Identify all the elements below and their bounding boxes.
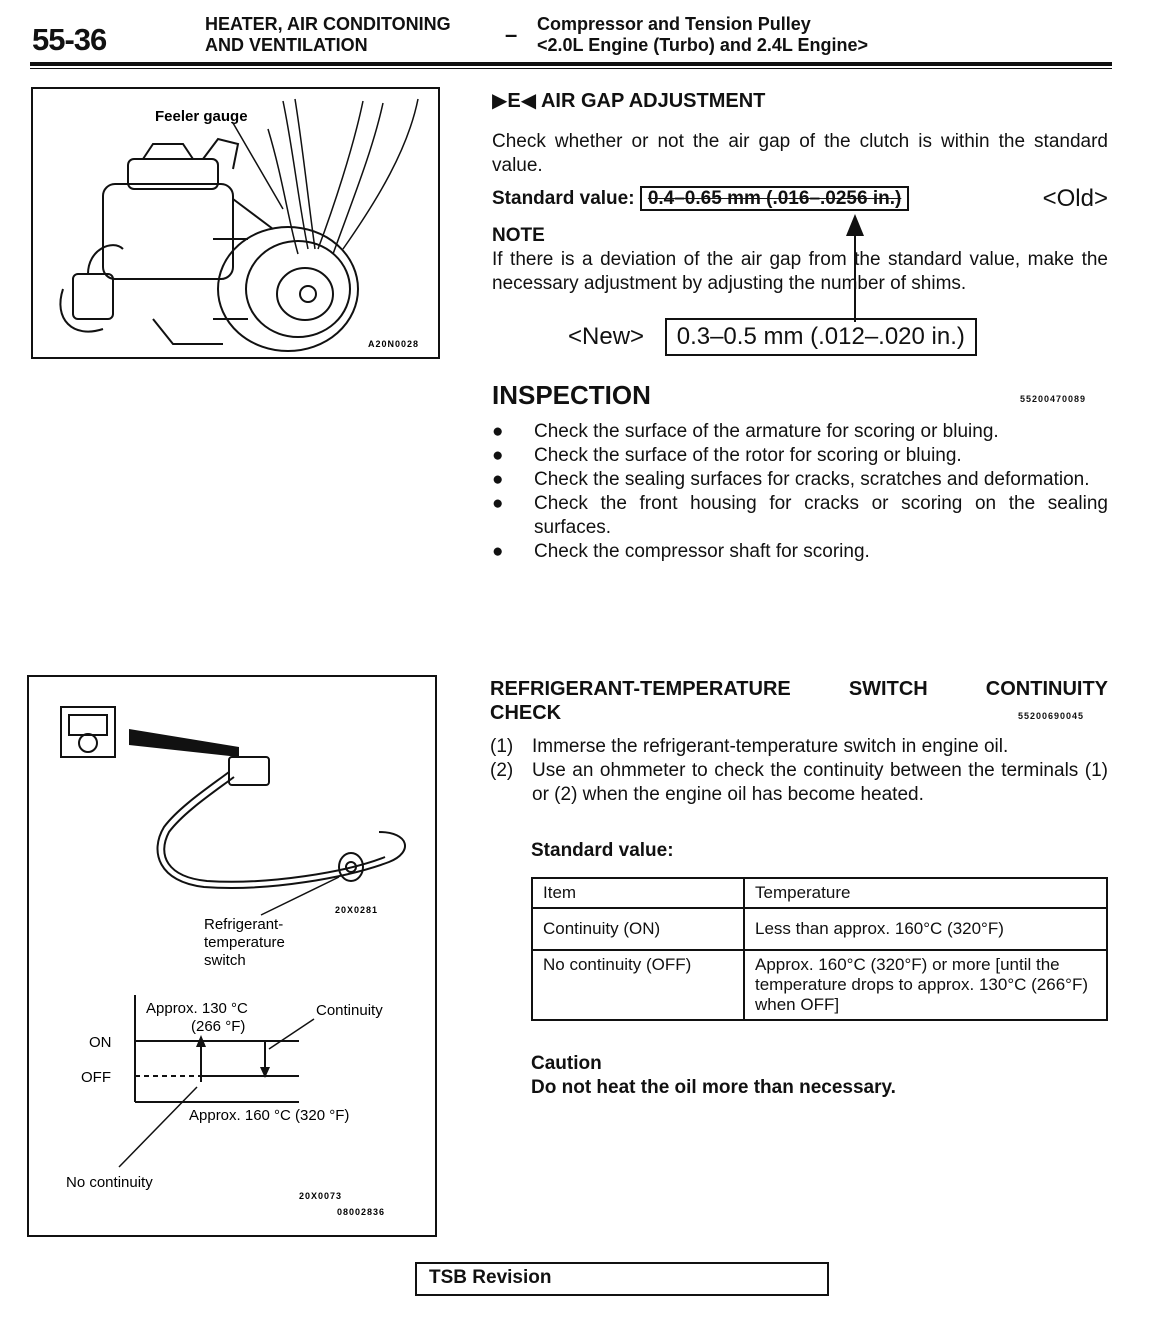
list-item [492, 540, 1108, 564]
table-row [532, 908, 1107, 950]
switch-standard-label: Standard value: [531, 840, 674, 861]
list-item [490, 759, 1108, 807]
switch-label-2: temperature [204, 934, 285, 951]
compressor-figure [31, 87, 440, 359]
subsection-title-line1: Compressor and Tension Pulley [537, 14, 811, 34]
caution-text: Do not heat the oil more than necessary. [531, 1077, 896, 1098]
new-standard-row [568, 318, 977, 356]
figure2-code-2: 08002836 [337, 1207, 386, 1217]
table-header-cell: Item [532, 878, 744, 908]
figure1-code: A20N0028 [368, 339, 420, 349]
inspection-item-text: Check the front housing for cracks or scoring on the sealing surfaces. [534, 493, 1108, 538]
tsb-revision-box [415, 1262, 829, 1296]
air-gap-text: Check whether or not the air gap of the clutch is within the standard value. [492, 131, 1108, 176]
table-cell: Continuity (ON) [532, 908, 744, 950]
step-number: (2) [490, 760, 514, 781]
caution-label: Caution [531, 1053, 602, 1074]
subsection-title [537, 14, 868, 56]
inspection-item-text: Check the surface of the armature for scoring or bluing. [534, 421, 999, 442]
page-number: 55-36 [32, 22, 107, 57]
note-text: If there is a deviation of the air gap from the standard value, make the necessary adjustment by adjusting the number of shims. [492, 249, 1108, 294]
step-text: Immerse the refrigerant-temperature switch in engine oil. [532, 736, 1009, 757]
tsb-revision-label: TSB Revision [429, 1267, 552, 1288]
bullet-icon: ● [492, 541, 504, 562]
continuity-label: Continuity [316, 1002, 383, 1019]
table-header-row [532, 878, 1107, 908]
approx-130-label: Approx. 130 °C [146, 1000, 248, 1017]
no-continuity-label: No continuity [66, 1174, 153, 1191]
switch-check-code: 55200690045 [1018, 711, 1085, 721]
bullet-icon: ● [492, 469, 504, 490]
approx-160-label: Approx. 160 °C (320 °F) [189, 1107, 350, 1124]
correction-arrow [840, 214, 870, 324]
approx-266-label: (266 °F) [191, 1018, 246, 1035]
step-number: (1) [490, 736, 514, 757]
air-gap-standard-row [492, 185, 1108, 213]
new-standard-value: 0.3–0.5 mm (.012–.020 in.) [665, 318, 977, 356]
switch-check-title-line1: REFRIGERANT-TEMPERATURE SWITCH CONTINUITY [490, 678, 1108, 700]
list-item [492, 468, 1108, 492]
list-item [492, 444, 1108, 468]
off-label: OFF [81, 1069, 111, 1086]
old-standard-value: 0.4–0.65 mm (.016–.0256 in.) [640, 186, 910, 211]
subsection-title-line2: <2.0L Engine (Turbo) and 2.4L Engine> [537, 35, 869, 55]
header-dash: – [505, 22, 518, 47]
step-text: Use an ohmmeter to check the continuity between the terminals (1) or (2) when the engine oil has become heated. [532, 760, 1108, 805]
old-tag: <Old> [1042, 185, 1108, 212]
on-label: ON [89, 1034, 112, 1051]
figure2-code-1: 20X0073 [299, 1191, 343, 1201]
feeler-gauge-label: Feeler gauge [155, 108, 248, 125]
switch-figure [27, 675, 437, 1237]
section-title [205, 14, 451, 56]
compressor-illustration [33, 89, 438, 357]
switch-check-title-line2: CHECK [490, 702, 562, 724]
inspection-list [492, 420, 1108, 564]
service-marker: ▶E◀ [492, 90, 537, 112]
table-cell: Less than approx. 160°C (320°F) [744, 908, 1107, 950]
bullet-icon: ● [492, 421, 504, 442]
inspection-item-text: Check the compressor shaft for scoring. [534, 541, 870, 562]
switch-illustration [29, 677, 435, 1235]
standard-value-table-wrap [531, 877, 1108, 1021]
table-cell: Approx. 160°C (320°F) or more [until the temperature drops to approx. 130°C (266°F) when OFF] [744, 950, 1107, 1020]
inspection-item-text: Check the sealing surfaces for cracks, scratches and deformation. [534, 469, 1090, 490]
oil-container-icon [61, 707, 115, 757]
new-tag: <New> [568, 323, 645, 350]
section-title-line2: AND VENTILATION [205, 35, 368, 55]
bullet-icon: ● [492, 493, 504, 514]
switch-label-1: Refrigerant- [204, 916, 284, 933]
note-label: NOTE [492, 225, 545, 246]
table-cell: No continuity (OFF) [532, 950, 744, 1020]
header-rule [30, 62, 1112, 66]
air-gap-title-text: AIR GAP ADJUSTMENT [540, 90, 766, 112]
inspection-item-text: Check the surface of the rotor for scoring or bluing. [534, 445, 962, 466]
bullet-icon: ● [492, 445, 504, 466]
header-rule-thin [30, 68, 1112, 69]
inspection-title: INSPECTION [492, 380, 651, 410]
standard-value-table [531, 877, 1108, 1021]
inspection-code: 55200470089 [1020, 394, 1087, 404]
switch-check-title [490, 677, 1108, 725]
table-row [532, 950, 1107, 1020]
table-header-cell: Temperature [744, 878, 1107, 908]
switch-label-3: switch [204, 952, 246, 969]
list-item [492, 420, 1108, 444]
section-title-line1: HEATER, AIR CONDITONING [205, 14, 451, 34]
air-gap-title [492, 88, 765, 113]
switch-check-steps [490, 735, 1108, 807]
air-gap-standard-label: Standard value: [492, 188, 635, 209]
list-item [490, 735, 1108, 759]
switch-code: 20X0281 [335, 905, 379, 915]
list-item [492, 492, 1108, 540]
